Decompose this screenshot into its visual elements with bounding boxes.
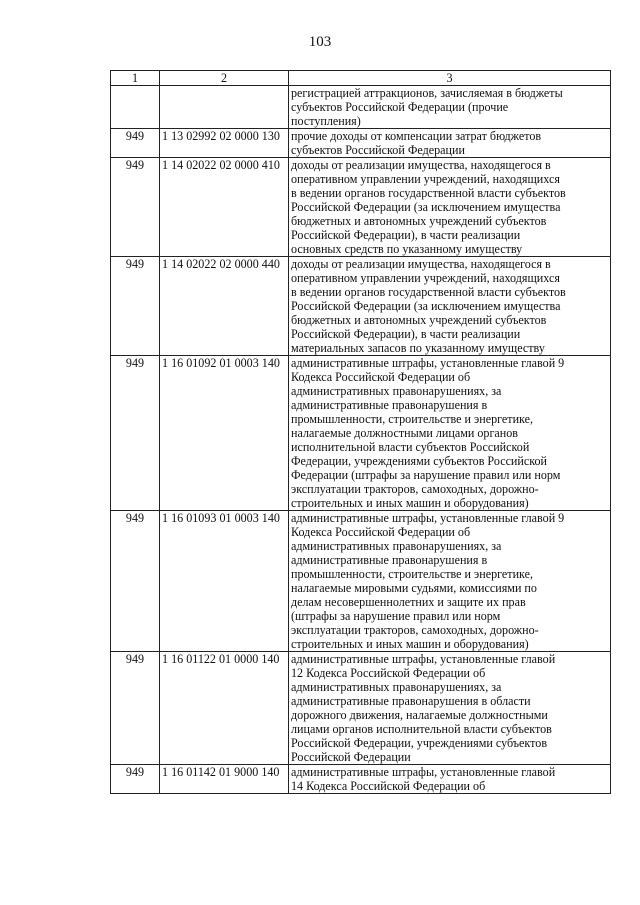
- administrator-code: 949: [111, 257, 160, 356]
- table-row: [111, 511, 611, 652]
- description-line: Российской Федерации, учреждениями субъектов: [291, 736, 548, 750]
- administrator-code: 949: [111, 765, 160, 794]
- description-line: административные штрафы, установленные главой: [291, 652, 556, 666]
- description-line: строительных и иных машин и оборудования): [291, 496, 529, 510]
- description-line: материальных запасов по указанному имуществу: [291, 341, 545, 355]
- description-line: основных средств по указанному имуществу: [291, 242, 523, 256]
- description-line: оперативном управлении учреждений, находящихся: [291, 172, 560, 186]
- description-line: прочие доходы от компенсации затрат бюджетов: [291, 129, 542, 143]
- revenue-codes-table: [110, 70, 611, 794]
- revenue-description: [289, 765, 611, 794]
- revenue-description: [289, 129, 611, 158]
- description-line: делам несовершеннолетних и защите их прав: [291, 595, 526, 609]
- description-line: субъектов Российской Федерации: [291, 143, 465, 157]
- revenue-description: [289, 257, 611, 356]
- description-line: в ведении органов государственной власти субъектов: [291, 186, 566, 200]
- description-line: Российской Федерации), в части реализации: [291, 228, 521, 242]
- description-line: 12 Кодекса Российской Федерации об: [291, 666, 486, 680]
- column-header-1: 1: [111, 71, 160, 86]
- budget-classification-code: 1 14 02022 02 0000 410: [160, 158, 289, 257]
- administrator-code: 949: [111, 129, 160, 158]
- description-line: административных правонарушениях, за: [291, 539, 502, 553]
- administrator-code: [111, 86, 160, 129]
- description-line: бюджетных и автономных учреждений субъектов: [291, 313, 547, 327]
- administrator-code: 949: [111, 356, 160, 511]
- administrator-code: 949: [111, 158, 160, 257]
- budget-classification-code: 1 16 01093 01 0003 140: [160, 511, 289, 652]
- description-line: Российской Федерации (за исключением имущества: [291, 299, 561, 313]
- description-line: административных правонарушениях, за: [291, 384, 502, 398]
- description-line: административные правонарушения в: [291, 553, 488, 567]
- column-header-3: 3: [289, 71, 611, 86]
- revenue-description: [289, 652, 611, 765]
- description-line: административные правонарушения в: [291, 398, 488, 412]
- description-line: 14 Кодекса Российской Федерации об: [291, 779, 486, 793]
- table-row: [111, 257, 611, 356]
- description-line: эксплуатации тракторов, самоходных, дорожно-: [291, 482, 539, 496]
- page-number: 103: [308, 34, 332, 50]
- table-row: [111, 129, 611, 158]
- description-line: дорожного движения, налагаемые должностными: [291, 708, 548, 722]
- description-line: Российской Федерации (за исключением имущества: [291, 200, 561, 214]
- description-line: Кодекса Российской Федерации об: [291, 525, 471, 539]
- budget-classification-code: 1 16 01122 01 0000 140: [160, 652, 289, 765]
- description-line: административные правонарушения в области: [291, 694, 531, 708]
- description-line: административные штрафы, установленные главой 9: [291, 511, 565, 525]
- budget-classification-code: 1 16 01142 01 9000 140: [160, 765, 289, 794]
- description-line: административных правонарушениях, за: [291, 680, 502, 694]
- description-line: лицами органов исполнительной власти субъектов: [291, 722, 552, 736]
- description-line: бюджетных и автономных учреждений субъектов: [291, 214, 547, 228]
- description-line: исполнительной власти субъектов Российской: [291, 440, 530, 454]
- revenue-description: [289, 356, 611, 511]
- description-line: доходы от реализации имущества, находящегося в: [291, 257, 551, 271]
- description-line: поступления): [291, 114, 361, 128]
- description-line: строительных и иных машин и оборудования): [291, 637, 529, 651]
- table-row: [111, 652, 611, 765]
- administrator-code: 949: [111, 652, 160, 765]
- description-line: эксплуатации тракторов, самоходных, дорожно-: [291, 623, 539, 637]
- budget-classification-code: 1 13 02992 02 0000 130: [160, 129, 289, 158]
- description-line: регистрацией аттракционов, зачисляемая в бюджеты: [291, 86, 563, 100]
- description-line: налагаемые мировыми судьями, комиссиями по: [291, 581, 537, 595]
- description-line: в ведении органов государственной власти субъектов: [291, 285, 566, 299]
- table-row: [111, 356, 611, 511]
- table-header-row: [111, 71, 611, 86]
- administrator-code: 949: [111, 511, 160, 652]
- description-line: административные штрафы, установленные главой 9: [291, 356, 565, 370]
- description-line: промышленности, строительстве и энергетике,: [291, 412, 534, 426]
- budget-classification-code: 1 14 02022 02 0000 440: [160, 257, 289, 356]
- table-row: [111, 86, 611, 129]
- description-line: Российской Федерации: [291, 750, 411, 764]
- column-header-2: 2: [160, 71, 289, 86]
- description-line: (штрафы за нарушение правил или норм: [291, 609, 501, 623]
- description-line: Российской Федерации), в части реализации: [291, 327, 521, 341]
- description-line: Федерации (штрафы за нарушение правил или норм: [291, 468, 561, 482]
- description-line: субъектов Российской Федерации (прочие: [291, 100, 509, 114]
- table-row: [111, 765, 611, 794]
- description-line: налагаемые должностными лицами органов: [291, 426, 519, 440]
- revenue-description: [289, 511, 611, 652]
- budget-classification-code: [160, 86, 289, 129]
- description-line: промышленности, строительстве и энергетике,: [291, 567, 534, 581]
- description-line: Кодекса Российской Федерации об: [291, 370, 471, 384]
- description-line: оперативном управлении учреждений, находящихся: [291, 271, 560, 285]
- revenue-description: [289, 86, 611, 129]
- revenue-description: [289, 158, 611, 257]
- table-row: [111, 158, 611, 257]
- budget-classification-code: 1 16 01092 01 0003 140: [160, 356, 289, 511]
- description-line: Федерации, учреждениями субъектов Российской: [291, 454, 548, 468]
- description-line: административные штрафы, установленные главой: [291, 765, 556, 779]
- description-line: доходы от реализации имущества, находящегося в: [291, 158, 551, 172]
